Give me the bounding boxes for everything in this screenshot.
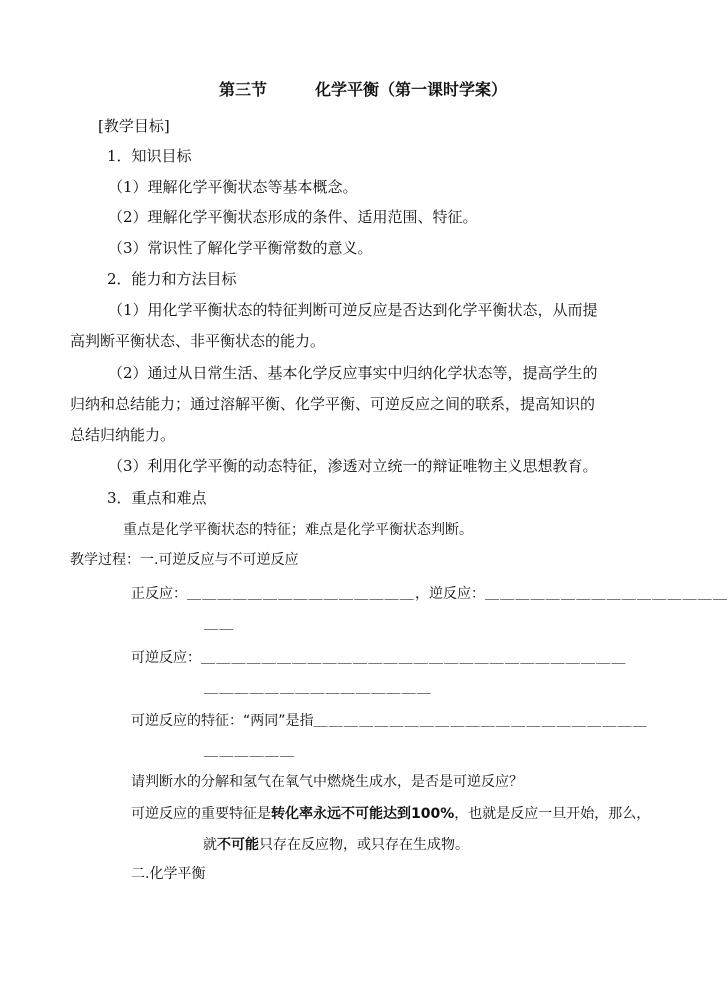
feature-blank: ＿＿＿＿＿＿＿＿＿＿＿＿＿＿＿＿＿＿＿＿＿＿ bbox=[313, 713, 648, 729]
important-line-1 bbox=[131, 804, 650, 824]
important-bold: 转化率永远不可能达到 bbox=[271, 806, 411, 822]
ability-heading: 2．能力和方法目标 bbox=[107, 270, 237, 288]
forward-label: 正反应： bbox=[131, 586, 187, 602]
important2-bold: 不可能 bbox=[217, 837, 259, 853]
knowledge-heading: 1．知识目标 bbox=[107, 147, 192, 165]
knowledge-item-2: （2）理解化学平衡状态形成的条件、适用范围、特征。 bbox=[108, 208, 478, 226]
knowledge-item-3: （3）常识性了解化学平衡常数的意义。 bbox=[108, 239, 373, 257]
objectives-heading: [教学目标] bbox=[98, 117, 170, 135]
reversible-label: 可逆反应： bbox=[131, 650, 201, 666]
important-post: ，也就是反应一旦开始，那么， bbox=[454, 806, 651, 822]
important-line-2 bbox=[203, 835, 469, 855]
feature-label: 可逆反应的特征：“两同”是指 bbox=[131, 713, 314, 729]
important-percent: 100% bbox=[411, 806, 455, 822]
process-heading: 教学过程：一.可逆反应与不可逆反应 bbox=[70, 552, 299, 568]
title-section: 第三节 bbox=[219, 80, 268, 99]
feature-blank-cont: ＿＿＿＿＿＿ bbox=[204, 743, 296, 759]
forward-reverse-line bbox=[131, 584, 728, 604]
ability-line-3: （2）通过从日常生活、基本化学反应事实中归纳化学状态等，提高学生的 bbox=[108, 364, 598, 382]
question-text: 请判断水的分解和氢气在氧气中燃烧生成水，是否是可逆反应？ bbox=[131, 774, 523, 790]
reverse-blank: ＿＿＿＿＿＿＿＿＿＿＿＿＿＿＿＿ bbox=[485, 586, 728, 602]
important2-post: 只存在反应物，或只存在生成物。 bbox=[259, 837, 469, 853]
page-title bbox=[219, 80, 507, 100]
reversible-blank-cont: ＿＿＿＿＿＿＿＿＿＿＿＿＿＿＿ bbox=[204, 680, 432, 696]
important-pre: 可逆反应的重要特征是 bbox=[131, 806, 271, 822]
reversible-blank: ＿＿＿＿＿＿＿＿＿＿＿＿＿＿＿＿＿＿＿＿＿＿＿＿＿＿＿＿ bbox=[201, 650, 627, 666]
knowledge-item-1: （1）理解化学平衡状态等基本概念。 bbox=[108, 178, 358, 196]
ability-line-5: 总结归纳能力。 bbox=[70, 426, 176, 444]
ability-line-6: （3）利用化学平衡的动态特征，渗透对立统一的辩证唯物主义思想教育。 bbox=[108, 457, 598, 475]
feature-line bbox=[131, 711, 648, 731]
title-name: 化学平衡（第一课时学案） bbox=[315, 80, 508, 99]
important2-pre: 就 bbox=[203, 837, 217, 853]
keypoints-text: 重点是化学平衡状态的特征；难点是化学平衡状态判断。 bbox=[123, 522, 473, 538]
ability-line-2: 高判断平衡状态、非平衡状态的能力。 bbox=[70, 332, 326, 350]
reverse-blank-cont: ＿＿ bbox=[204, 616, 235, 632]
section-2-heading: 二.化学平衡 bbox=[131, 866, 206, 882]
forward-blank: ＿＿＿＿＿＿＿＿＿＿＿＿＿＿＿ bbox=[187, 586, 415, 602]
reverse-label: ，逆反应： bbox=[415, 586, 485, 602]
ability-line-1: （1）用化学平衡状态的特征判断可逆反应是否达到化学平衡状态，从而提 bbox=[108, 301, 598, 319]
keypoints-heading: 3．重点和难点 bbox=[107, 489, 207, 507]
ability-line-4: 归纳和总结能力；通过溶解平衡、化学平衡、可逆反应之间的联系，提高知识的 bbox=[70, 395, 596, 413]
reversible-line bbox=[131, 648, 627, 668]
